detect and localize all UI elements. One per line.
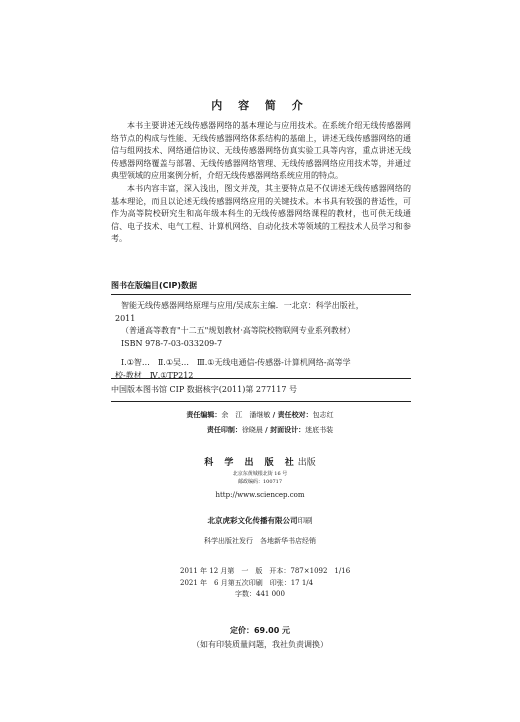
- editor-credits-row-2: [0, 424, 520, 436]
- quality-notice: （如有印装质量问题，我社负责调换）: [192, 640, 328, 649]
- distribution-line: 科学出版社发行 各地新华书店经销: [204, 537, 316, 545]
- printing-line: 2021 年 6 月第五次印刷 印张：17 1/4: [180, 578, 314, 587]
- edition-specs: [180, 566, 351, 601]
- publisher-name: 科 学 出 版 社: [204, 458, 298, 468]
- printer-suffix: 印刷: [297, 516, 313, 525]
- word-count: 字数：441 000: [235, 590, 285, 598]
- editor-credits-row-1: [0, 409, 520, 421]
- publisher-postcode: 邮政编码：100717: [237, 479, 283, 485]
- publisher-address: 北京东黄城根北街 16 号: [232, 471, 288, 477]
- cip-line-series: （普通高等教育"十二五"规划教材·高等院校物联网专业系列教材）: [121, 326, 355, 336]
- cover-design-name: 迷底书装: [305, 426, 334, 434]
- publisher-line: [0, 455, 520, 468]
- cover-design-label: / 封面设计：: [265, 426, 306, 434]
- cip-line-title: 智能无线传感器网络原理与应用/吴成东主编．一北京：科学出版社，: [121, 301, 364, 310]
- cip-line-year: 2011: [115, 313, 136, 323]
- cip-line-class-2: 校-教材 Ⅳ.①TP212: [115, 370, 194, 380]
- proofreader-label: / 责任校对：: [272, 411, 313, 419]
- content-summary: [111, 120, 411, 246]
- cip-core-number: 中国版本图书馆 CIP 数据核字(2011)第 277117 号: [111, 385, 297, 394]
- summary-paragraph-1: 本书主要讲述无线传感器网络的基本理论与应用技术。在系统介绍无线传感器网络节点的构成与性能、无线传感器网络体系结构的基础上，讲述无线传感器网络的通信与组网技术、网络通信协议、无线传感器网络仿真实验工具等内容，重点讲述无线传感器网络覆盖与部署、无线传感器网络管理、无线传感器网络应用技术等，并通过典型领域的应用案例分析，介绍无线传感器网络系统应用的特点。: [111, 121, 411, 181]
- summary-paragraph-2: 本书内容丰富，深入浅出，图文并茂，其主要特点是不仅讲述无线传感器网络的基本理论，而且以论述无线传感器网络应用的关键技术。本书具有较强的普适性，可作为高等院校研究生和高年级本科生的无线传感器网络课程的教材，也可供无线通信、电子技术、电气工程、计算机网络、自动化技术等领域的工程技术人员学习和参考。: [111, 183, 411, 244]
- cip-block: [111, 300, 411, 383]
- price: 定价：69.00 元: [229, 626, 291, 635]
- print-supervisor-name: 徐晓晨: [241, 426, 263, 434]
- printer-line: [0, 515, 520, 526]
- responsible-editor-label: 责任编辑：: [186, 411, 222, 419]
- cip-line-isbn: ISBN 978-7-03-033209-7: [121, 338, 223, 348]
- publisher-website: http://www.sciencep.com: [215, 491, 305, 499]
- section-title: 内 容 简 介: [211, 99, 309, 112]
- responsible-editor-names: 余 江 潘继敏: [221, 411, 271, 419]
- proofreader-name: 包志红: [312, 411, 334, 419]
- cip-middle-rule: [111, 378, 411, 379]
- cip-heading: 图书在版编目(CIP)数据: [111, 281, 198, 290]
- cip-top-rule: [111, 294, 411, 295]
- printer-name: 北京虎彩文化传播有限公司: [207, 516, 298, 525]
- edition-line: 2011 年 12 月第 一 版 开本：787×1092 1/16: [180, 567, 351, 575]
- publisher-suffix: 出版: [297, 458, 316, 468]
- cip-line-class-1: Ⅰ.①智… Ⅱ.①吴… Ⅲ.①无线电通信-传感器-计算机网络-高等学: [121, 358, 351, 368]
- cip-bottom-rule: [111, 401, 411, 402]
- print-supervisor-label: 责任印制：: [206, 426, 242, 434]
